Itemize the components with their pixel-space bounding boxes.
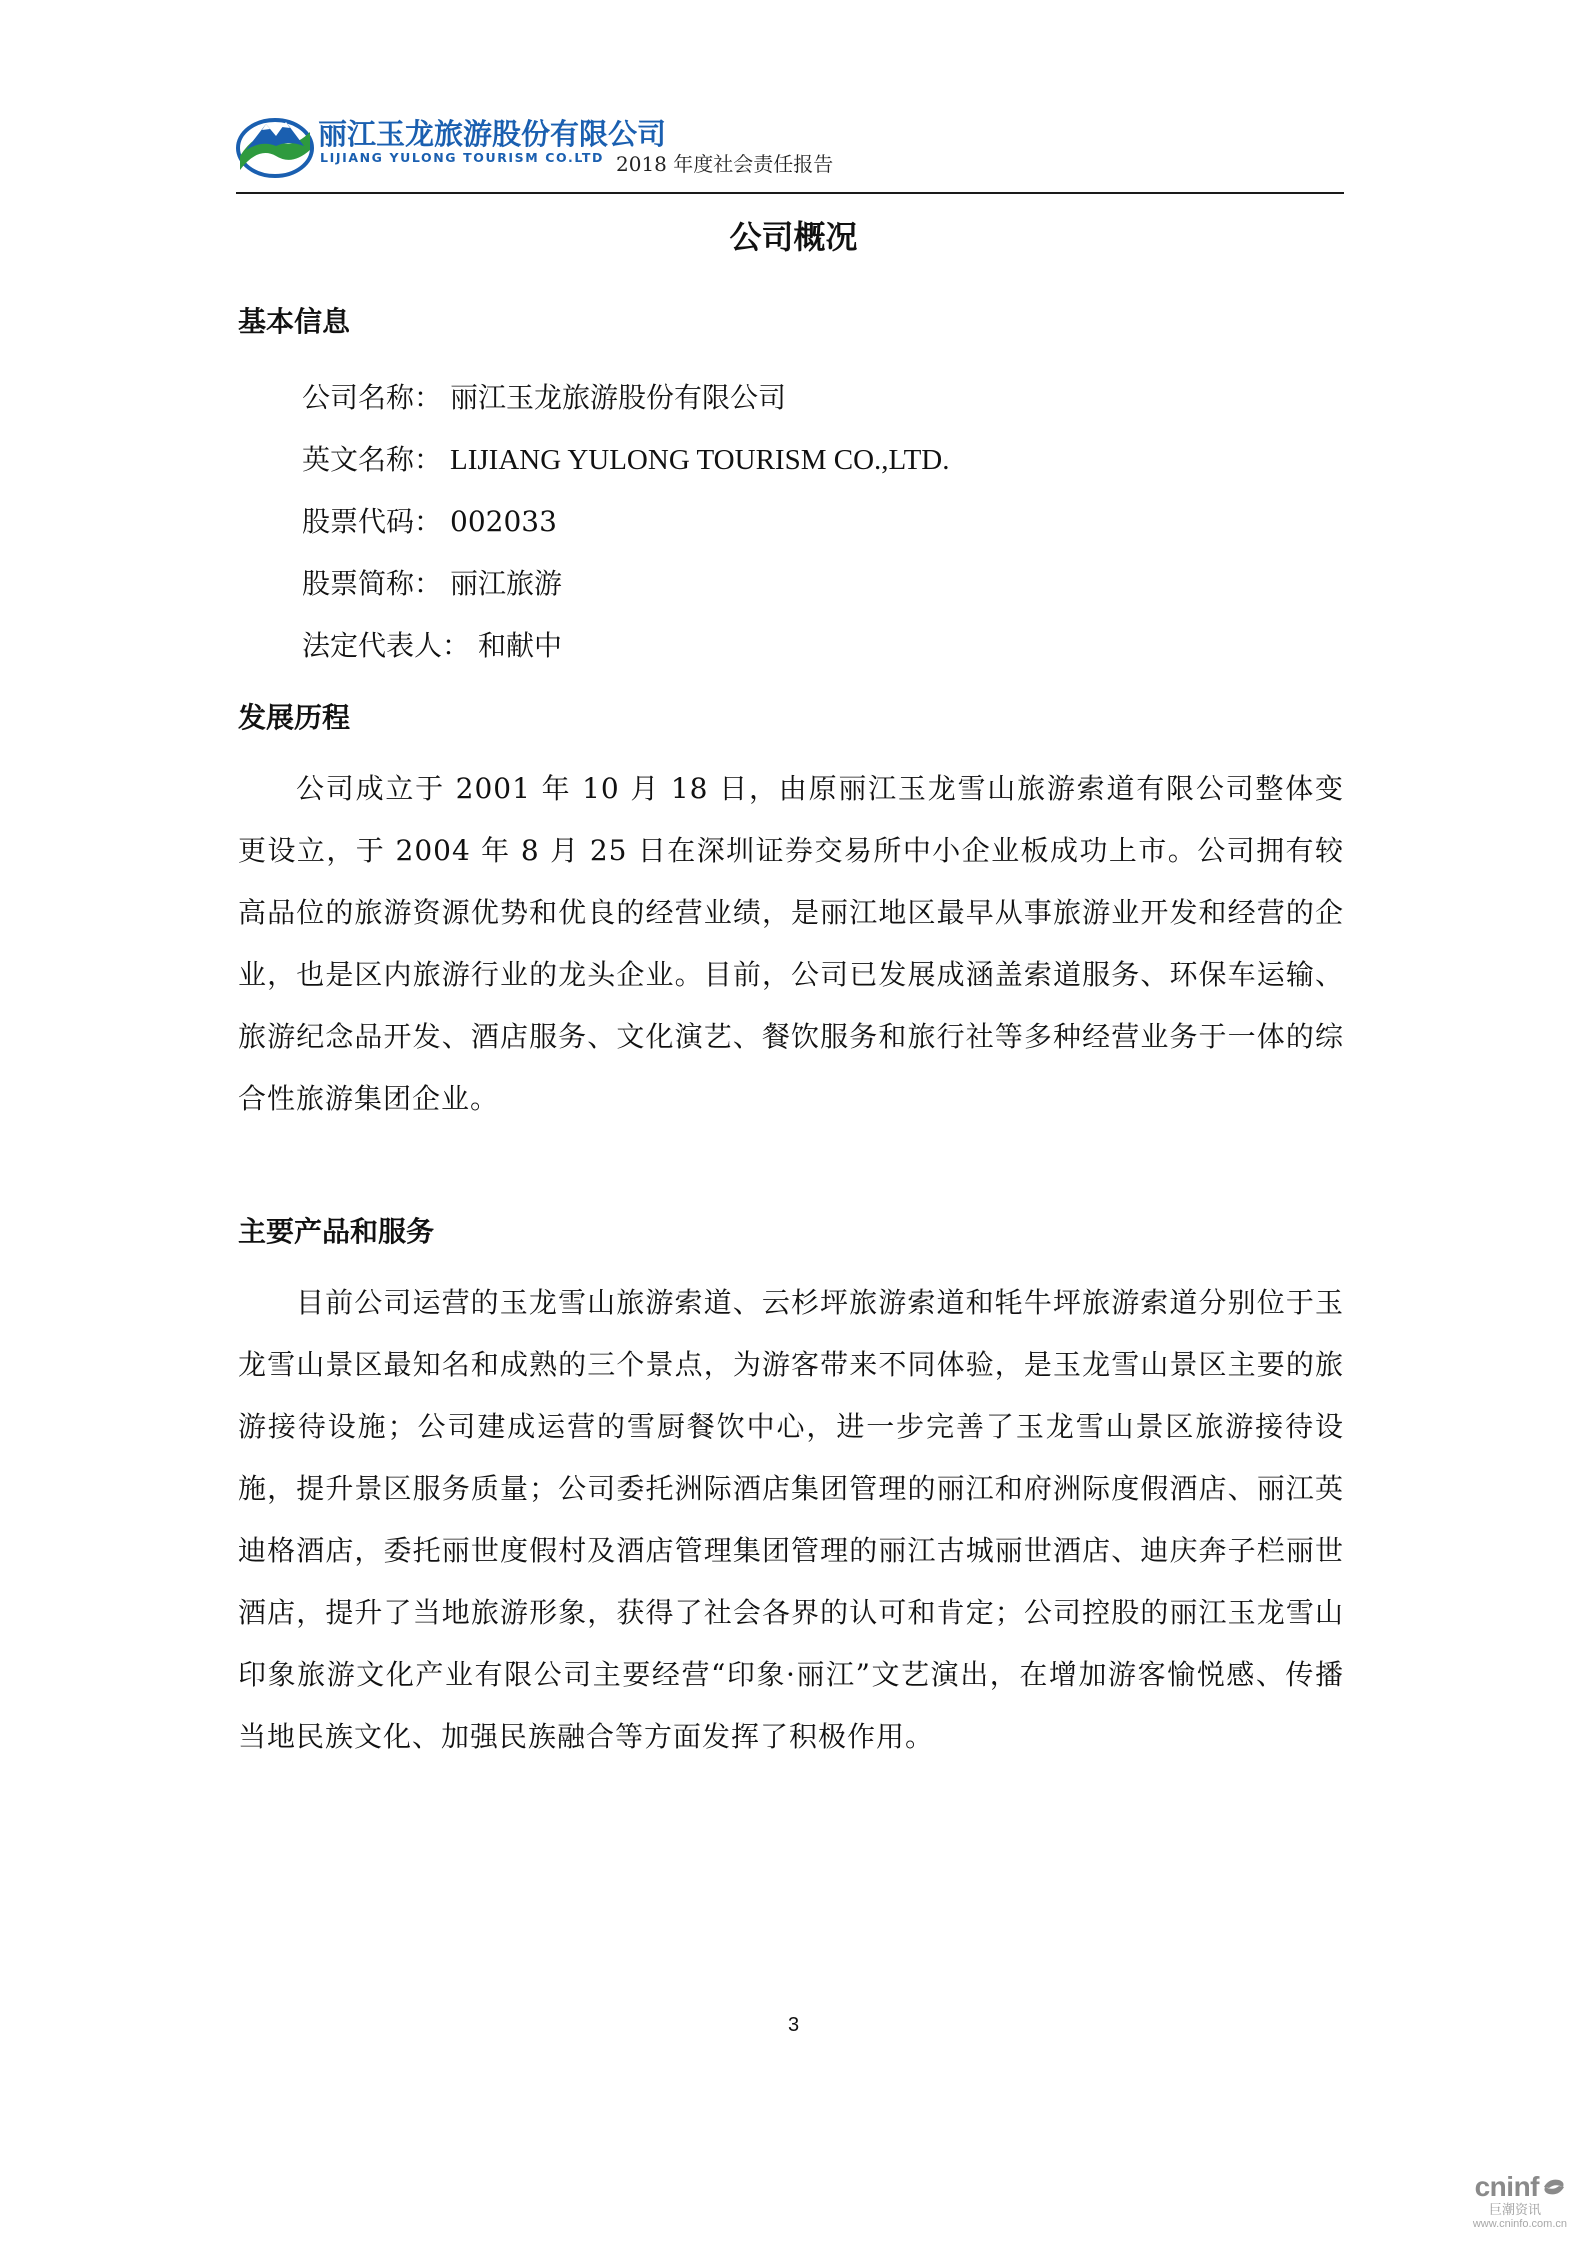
- section-heading-products: 主要产品和服务: [238, 1215, 435, 1248]
- info-label: 法定代表人：: [302, 629, 471, 662]
- info-row-legal-rep: [302, 624, 562, 664]
- info-value: 丽江玉龙旅游股份有限公司: [450, 381, 787, 414]
- cninfo-brand-cn: 巨潮资讯: [1488, 2203, 1541, 2218]
- info-label: 英文名称：: [302, 443, 443, 476]
- company-logo-name-cn: 丽江玉龙旅游股份有限公司: [318, 117, 667, 151]
- company-logo-name-en: LIJIANG YULONG TOURISM CO.LTD: [320, 150, 604, 165]
- info-row-company-name: [302, 376, 786, 416]
- info-label: 股票简称：: [302, 567, 443, 600]
- page-header: [236, 100, 1344, 190]
- info-value: 丽江旅游: [450, 567, 563, 600]
- info-row-english-name: [302, 438, 949, 478]
- header-divider: [236, 192, 1344, 194]
- info-label: 股票代码：: [302, 505, 443, 538]
- history-paragraph: 公司成立于 2001 年 10 月 18 日，由原丽江玉龙雪山旅游索道有限公司整体变更设立，于 2004 年 8 月 25 日在深圳证券交易所中小企业板成功上市。公司拥有较高品位的旅游资源优势和优良的经营业绩，是丽江地区最早从事旅游业开发和经营的企业，也是区内旅游行业的龙头企业。目前，公司已发展成涵盖索道服务、环保车运输、旅游纪念品开发、酒店服务、文化演艺、餐饮服务和旅行社等多种经营业务于一体的综合性旅游集团企业。: [238, 772, 1344, 1115]
- info-value: LIJIANG YULONG TOURISM CO.,LTD.: [450, 444, 950, 476]
- report-title: 2018 年度社会责任报告: [616, 152, 834, 176]
- info-row-stock-code: [302, 500, 557, 540]
- cninfo-url: www.cninfo.com.cn: [1472, 2218, 1567, 2230]
- info-row-stock-abbr: [302, 562, 562, 602]
- products-paragraph: 目前公司运营的玉龙雪山旅游索道、云杉坪旅游索道和牦牛坪旅游索道分别位于玉龙雪山景区最知名和成熟的三个景点，为游客带来不同体验，是玉龙雪山景区主要的旅游接待设施；公司建成运营的雪厨餐饮中心，进一步完善了玉龙雪山景区旅游接待设施，提升景区服务质量；公司委托洲际酒店集团管理的丽江和府洲际度假酒店、丽江英迪格酒店，委托丽世度假村及酒店管理集团管理的丽江古城丽世酒店、迪庆奔子栏丽世酒店，提升了当地旅游形象，获得了社会各界的认可和肯定；公司控股的丽江玉龙雪山印象旅游文化产业有限公司主要经营“印象·丽江”文艺演出，在增加游客愉悦感、传播当地民族文化、加强民族融合等方面发挥了积极作用。: [238, 1286, 1344, 1753]
- cninfo-swirl-icon: [1541, 2176, 1567, 2198]
- page-title: 公司概况: [729, 218, 858, 256]
- cninfo-watermark: [1417, 2171, 1567, 2231]
- info-value: 002033: [450, 505, 557, 538]
- page-number: 3: [787, 2014, 800, 2036]
- section-heading-basic-info: 基本信息: [238, 305, 351, 338]
- info-label: 公司名称：: [302, 381, 443, 414]
- section-heading-history: 发展历程: [238, 701, 351, 734]
- cninfo-brand: cninf: [1474, 2171, 1539, 2202]
- mountain-logo-icon: [236, 110, 314, 178]
- info-value: 和献中: [478, 629, 563, 662]
